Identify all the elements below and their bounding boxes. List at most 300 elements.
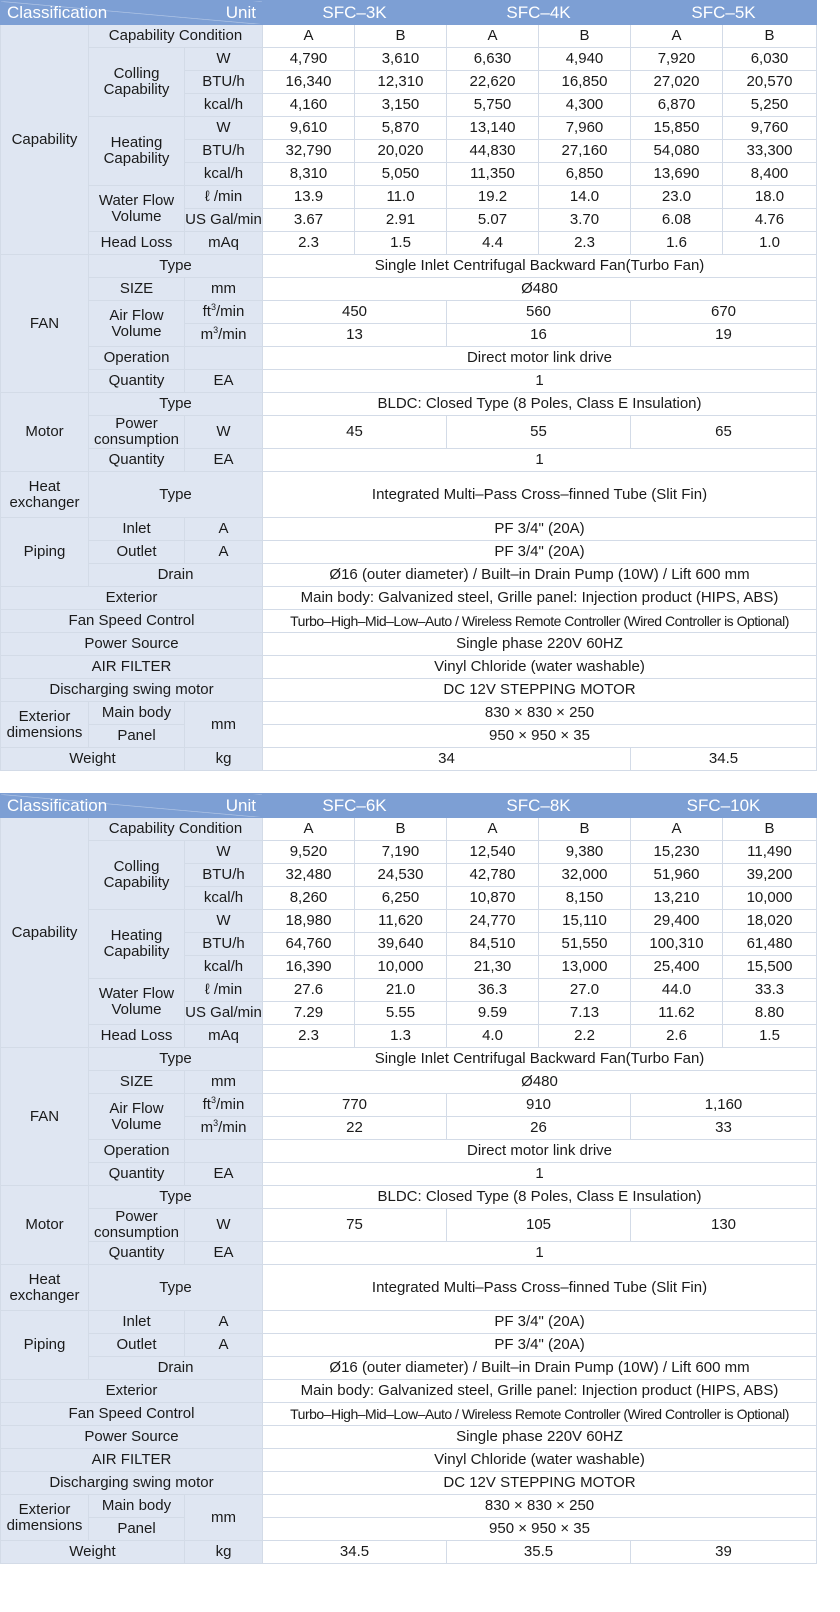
cell: 13,210 bbox=[631, 887, 723, 910]
cell: 560 bbox=[447, 301, 631, 324]
heat-exchanger-label: Heat exchanger bbox=[1, 472, 89, 518]
cell: 105 bbox=[447, 1209, 631, 1242]
cell: 7,960 bbox=[539, 117, 631, 140]
table-row bbox=[1, 1403, 817, 1426]
cell: A bbox=[447, 818, 539, 841]
cell: 34.5 bbox=[631, 748, 817, 771]
unit-cell: mAq bbox=[185, 1025, 263, 1048]
cooling-capability-label: Colling Capability bbox=[89, 48, 185, 117]
table-row bbox=[1, 1265, 817, 1311]
cell: 64,760 bbox=[263, 933, 355, 956]
cell: BLDC: Closed Type (8 Poles, Class E Insulation) bbox=[263, 393, 817, 416]
cell: 32,790 bbox=[263, 140, 355, 163]
cell: A bbox=[263, 818, 355, 841]
type-label: Type bbox=[89, 472, 263, 518]
piping-label: Piping bbox=[1, 518, 89, 587]
cell: 39 bbox=[631, 1541, 817, 1564]
cell: 7.13 bbox=[539, 1002, 631, 1025]
capability-label: Capability bbox=[1, 25, 89, 255]
fan-speed-label: Fan Speed Control bbox=[1, 610, 263, 633]
unit-cell: BTU/h bbox=[185, 71, 263, 94]
superscript: 3 bbox=[210, 302, 216, 312]
cell: 13,690 bbox=[631, 163, 723, 186]
cell: 8.80 bbox=[723, 1002, 817, 1025]
cell: B bbox=[539, 25, 631, 48]
cell: 9,520 bbox=[263, 841, 355, 864]
unit-cell: mm bbox=[185, 278, 263, 301]
spec-table-2 bbox=[0, 793, 817, 1564]
head-loss-label: Head Loss bbox=[89, 232, 185, 255]
unit-cell: mAq bbox=[185, 232, 263, 255]
cell: 18.0 bbox=[723, 186, 817, 209]
cell: 20,570 bbox=[723, 71, 817, 94]
superscript: 3 bbox=[213, 325, 219, 335]
cell: 33.3 bbox=[723, 979, 817, 1002]
table-row bbox=[1, 633, 817, 656]
type-label: Type bbox=[89, 1265, 263, 1311]
table-gap bbox=[0, 771, 840, 793]
classification-unit-header bbox=[1, 1, 263, 25]
cell: 39,200 bbox=[723, 864, 817, 887]
cell: 9,760 bbox=[723, 117, 817, 140]
cell: 1 bbox=[263, 1163, 817, 1186]
cell: 42,780 bbox=[447, 864, 539, 887]
outlet-label: Outlet bbox=[89, 541, 185, 564]
inlet-label: Inlet bbox=[89, 1311, 185, 1334]
cell: 2.6 bbox=[631, 1025, 723, 1048]
capability-condition-row bbox=[1, 25, 817, 48]
table-row bbox=[1, 278, 817, 301]
table-row bbox=[1, 910, 817, 933]
cell: Ø480 bbox=[263, 278, 817, 301]
cell: PF 3/4" (20A) bbox=[263, 518, 817, 541]
classification-label: Classification bbox=[7, 795, 108, 815]
unit-label: Unit bbox=[225, 2, 256, 22]
unit-cell: kg bbox=[185, 748, 263, 771]
cell: 8,260 bbox=[263, 887, 355, 910]
cell: BLDC: Closed Type (8 Poles, Class E Insulation) bbox=[263, 1186, 817, 1209]
cell: 9.59 bbox=[447, 1002, 539, 1025]
cell: Single Inlet Centrifugal Backward Fan(Turbo Fan) bbox=[263, 255, 817, 278]
operation-label: Operation bbox=[89, 347, 185, 370]
cell: 14.0 bbox=[539, 186, 631, 209]
unit-text: ft bbox=[202, 1096, 211, 1113]
unit-cell: EA bbox=[185, 449, 263, 472]
cell: 1 bbox=[263, 1242, 817, 1265]
table-row bbox=[1, 1357, 817, 1380]
table-row bbox=[1, 587, 817, 610]
unit-cell: BTU/h bbox=[185, 933, 263, 956]
cell: 5,750 bbox=[447, 94, 539, 117]
cell: Turbo–High–Mid–Low–Auto / Wireless Remote Controller (Wired Controller is Optional) bbox=[263, 1403, 817, 1426]
cell: 29,400 bbox=[631, 910, 723, 933]
panel-label: Panel bbox=[89, 1518, 185, 1541]
cell: 27.6 bbox=[263, 979, 355, 1002]
quantity-label: Quantity bbox=[89, 1163, 185, 1186]
unit-text: /min bbox=[218, 1119, 247, 1136]
table-row bbox=[1, 610, 817, 633]
cell: 1.6 bbox=[631, 232, 723, 255]
unit-text: /min bbox=[218, 326, 247, 343]
table-row bbox=[1, 232, 817, 255]
cell: 1.5 bbox=[723, 1025, 817, 1048]
cell: 18,020 bbox=[723, 910, 817, 933]
cell: 7,920 bbox=[631, 48, 723, 71]
table-row bbox=[1, 370, 817, 393]
cell: 51,550 bbox=[539, 933, 631, 956]
cell: Main body: Galvanized steel, Grille panel: Injection product (HIPS, ABS) bbox=[263, 1380, 817, 1403]
cell: 4.76 bbox=[723, 209, 817, 232]
fan-label: FAN bbox=[1, 1048, 89, 1186]
cell: 1 bbox=[263, 370, 817, 393]
cell: 27,160 bbox=[539, 140, 631, 163]
unit-cell: W bbox=[185, 117, 263, 140]
capability-condition-row bbox=[1, 818, 817, 841]
cell: 450 bbox=[263, 301, 447, 324]
inlet-label: Inlet bbox=[89, 518, 185, 541]
cell: 3,610 bbox=[355, 48, 447, 71]
cell: 15,500 bbox=[723, 956, 817, 979]
unit-cell: W bbox=[185, 48, 263, 71]
cell: 8,400 bbox=[723, 163, 817, 186]
exterior-dimensions-label: Exterior dimensions bbox=[1, 702, 89, 748]
cell: 22,620 bbox=[447, 71, 539, 94]
table-row bbox=[1, 1449, 817, 1472]
table-row bbox=[1, 656, 817, 679]
cell: 26 bbox=[447, 1117, 631, 1140]
table-row bbox=[1, 1541, 817, 1564]
cell: 44.0 bbox=[631, 979, 723, 1002]
header-row bbox=[1, 1, 817, 25]
cell: Ø16 (outer diameter) / Built–in Drain Pump (10W) / Lift 600 mm bbox=[263, 1357, 817, 1380]
cell: 32,000 bbox=[539, 864, 631, 887]
cell: 2.91 bbox=[355, 209, 447, 232]
cell: Ø480 bbox=[263, 1071, 817, 1094]
cell: 5,870 bbox=[355, 117, 447, 140]
cell: A bbox=[631, 818, 723, 841]
cell: 4,790 bbox=[263, 48, 355, 71]
cell: 12,310 bbox=[355, 71, 447, 94]
unit-text: ft bbox=[202, 303, 211, 320]
unit-cell bbox=[185, 347, 263, 370]
cell: 910 bbox=[447, 1094, 631, 1117]
cell: 61,480 bbox=[723, 933, 817, 956]
classification-label: Classification bbox=[7, 2, 108, 22]
table-row bbox=[1, 1311, 817, 1334]
table-row bbox=[1, 679, 817, 702]
table-row bbox=[1, 416, 817, 449]
quantity-label: Quantity bbox=[89, 370, 185, 393]
cell: 3.70 bbox=[539, 209, 631, 232]
table-row bbox=[1, 347, 817, 370]
cell: 20,020 bbox=[355, 140, 447, 163]
type-label: Type bbox=[89, 255, 263, 278]
cell: 5,050 bbox=[355, 163, 447, 186]
table-row bbox=[1, 1048, 817, 1071]
model-header: SFC–10K bbox=[631, 794, 817, 818]
table-row bbox=[1, 393, 817, 416]
table-row bbox=[1, 841, 817, 864]
water-flow-label: Water Flow Volume bbox=[89, 186, 185, 232]
classification-unit-header bbox=[1, 794, 263, 818]
unit-cell: mm bbox=[185, 702, 263, 748]
cell: 4,160 bbox=[263, 94, 355, 117]
heating-capability-label: Heating Capability bbox=[89, 910, 185, 979]
unit-cell: W bbox=[185, 841, 263, 864]
capability-label: Capability bbox=[1, 818, 89, 1048]
cell: PF 3/4" (20A) bbox=[263, 1334, 817, 1357]
cell: 9,380 bbox=[539, 841, 631, 864]
cell: 16,390 bbox=[263, 956, 355, 979]
unit-cell: A bbox=[185, 518, 263, 541]
unit-cell: ℓ /min bbox=[185, 979, 263, 1002]
cell: 3,150 bbox=[355, 94, 447, 117]
heat-exchanger-label: Heat exchanger bbox=[1, 1265, 89, 1311]
table-row bbox=[1, 1380, 817, 1403]
cell: 32,480 bbox=[263, 864, 355, 887]
cell: Vinyl Chloride (water washable) bbox=[263, 1449, 817, 1472]
cell: 100,310 bbox=[631, 933, 723, 956]
unit-cell: A bbox=[185, 1311, 263, 1334]
cell: 13,140 bbox=[447, 117, 539, 140]
piping-label: Piping bbox=[1, 1311, 89, 1380]
cell: 11,490 bbox=[723, 841, 817, 864]
cell: B bbox=[539, 818, 631, 841]
cell: 7.29 bbox=[263, 1002, 355, 1025]
cell: A bbox=[631, 25, 723, 48]
exterior-label: Exterior bbox=[1, 1380, 263, 1403]
cell: Single Inlet Centrifugal Backward Fan(Turbo Fan) bbox=[263, 1048, 817, 1071]
cell: DC 12V STEPPING MOTOR bbox=[263, 1472, 817, 1495]
cell: 8,310 bbox=[263, 163, 355, 186]
cell: 25,400 bbox=[631, 956, 723, 979]
cell: 21,30 bbox=[447, 956, 539, 979]
table-row bbox=[1, 1518, 817, 1541]
cell: 15,110 bbox=[539, 910, 631, 933]
cell: 6,250 bbox=[355, 887, 447, 910]
cell: 13,000 bbox=[539, 956, 631, 979]
cell: 5.07 bbox=[447, 209, 539, 232]
table-row bbox=[1, 1495, 817, 1518]
power-source-label: Power Source bbox=[1, 1426, 263, 1449]
power-consumption-label: Power consumption bbox=[89, 1209, 185, 1242]
model-header: SFC–6K bbox=[263, 794, 447, 818]
unit-cell: mm bbox=[185, 1071, 263, 1094]
cell: 15,230 bbox=[631, 841, 723, 864]
cell: 33,300 bbox=[723, 140, 817, 163]
cell: 18,980 bbox=[263, 910, 355, 933]
unit-cell: BTU/h bbox=[185, 140, 263, 163]
unit-text: m bbox=[200, 1119, 214, 1136]
power-source-label: Power Source bbox=[1, 633, 263, 656]
table-row bbox=[1, 301, 817, 324]
cell: 5.55 bbox=[355, 1002, 447, 1025]
unit-cell: kcal/h bbox=[185, 956, 263, 979]
cell: 1,160 bbox=[631, 1094, 817, 1117]
cell: 75 bbox=[263, 1209, 447, 1242]
main-body-label: Main body bbox=[89, 1495, 185, 1518]
header-row bbox=[1, 794, 817, 818]
cell: 16 bbox=[447, 324, 631, 347]
model-header: SFC–3K bbox=[263, 1, 447, 25]
cell: B bbox=[355, 25, 447, 48]
unit-cell: BTU/h bbox=[185, 864, 263, 887]
cell: 12,540 bbox=[447, 841, 539, 864]
cell: 670 bbox=[631, 301, 817, 324]
cell: 11.62 bbox=[631, 1002, 723, 1025]
main-body-label: Main body bbox=[89, 702, 185, 725]
cell: 11,350 bbox=[447, 163, 539, 186]
superscript: 3 bbox=[213, 1118, 219, 1128]
unit-cell: US Gal/min bbox=[185, 1002, 263, 1025]
cell: 13.9 bbox=[263, 186, 355, 209]
spec-table-1 bbox=[0, 0, 817, 771]
cell: 4.0 bbox=[447, 1025, 539, 1048]
cell: 10,000 bbox=[723, 887, 817, 910]
drain-label: Drain bbox=[89, 1357, 263, 1380]
table-row bbox=[1, 1242, 817, 1265]
cell: 54,080 bbox=[631, 140, 723, 163]
cooling-capability-label: Colling Capability bbox=[89, 841, 185, 910]
cell: 9,610 bbox=[263, 117, 355, 140]
table-row bbox=[1, 1186, 817, 1209]
cell: Integrated Multi–Pass Cross–finned Tube (Slit Fin) bbox=[263, 472, 817, 518]
cell: B bbox=[723, 818, 817, 841]
fan-label: FAN bbox=[1, 255, 89, 393]
unit-cell: A bbox=[185, 541, 263, 564]
unit-cell: W bbox=[185, 910, 263, 933]
cell: 10,870 bbox=[447, 887, 539, 910]
cell: 23.0 bbox=[631, 186, 723, 209]
cell: B bbox=[355, 818, 447, 841]
cell: 2.3 bbox=[263, 1025, 355, 1048]
cell: 24,770 bbox=[447, 910, 539, 933]
swing-motor-label: Discharging swing motor bbox=[1, 1472, 263, 1495]
capability-condition-label: Capability Condition bbox=[89, 25, 263, 48]
unit-cell bbox=[185, 1117, 263, 1140]
cell: 11.0 bbox=[355, 186, 447, 209]
capability-condition-label: Capability Condition bbox=[89, 818, 263, 841]
table-row bbox=[1, 1472, 817, 1495]
cell: DC 12V STEPPING MOTOR bbox=[263, 679, 817, 702]
cell: 13 bbox=[263, 324, 447, 347]
superscript: 3 bbox=[210, 1095, 216, 1105]
cell: 45 bbox=[263, 416, 447, 449]
table-row bbox=[1, 186, 817, 209]
weight-label: Weight bbox=[1, 1541, 185, 1564]
cell: 11,620 bbox=[355, 910, 447, 933]
panel-label: Panel bbox=[89, 725, 185, 748]
cell: 1.5 bbox=[355, 232, 447, 255]
cell: Main body: Galvanized steel, Grille panel: Injection product (HIPS, ABS) bbox=[263, 587, 817, 610]
cell: 8,150 bbox=[539, 887, 631, 910]
cell: 35.5 bbox=[447, 1541, 631, 1564]
cell: 84,510 bbox=[447, 933, 539, 956]
unit-cell: EA bbox=[185, 370, 263, 393]
table-row bbox=[1, 48, 817, 71]
cell: 44,830 bbox=[447, 140, 539, 163]
cell: 1.0 bbox=[723, 232, 817, 255]
cell: 22 bbox=[263, 1117, 447, 1140]
outlet-label: Outlet bbox=[89, 1334, 185, 1357]
cell: 15,850 bbox=[631, 117, 723, 140]
size-label: SIZE bbox=[89, 278, 185, 301]
cell: 4,300 bbox=[539, 94, 631, 117]
table-row bbox=[1, 1209, 817, 1242]
air-filter-label: AIR FILTER bbox=[1, 656, 263, 679]
cell: Turbo–High–Mid–Low–Auto / Wireless Remote Controller (Wired Controller is Optional) bbox=[263, 610, 817, 633]
unit-cell: US Gal/min bbox=[185, 209, 263, 232]
table-row bbox=[1, 1025, 817, 1048]
quantity-label: Quantity bbox=[89, 1242, 185, 1265]
table-row bbox=[1, 518, 817, 541]
table-row bbox=[1, 1426, 817, 1449]
cell: A bbox=[263, 25, 355, 48]
model-header: SFC–5K bbox=[631, 1, 817, 25]
operation-label: Operation bbox=[89, 1140, 185, 1163]
table-row bbox=[1, 702, 817, 725]
unit-cell bbox=[185, 301, 263, 324]
cell: PF 3/4" (20A) bbox=[263, 541, 817, 564]
table-row bbox=[1, 541, 817, 564]
air-flow-label: Air Flow Volume bbox=[89, 301, 185, 347]
cell: Single phase 220V 60HZ bbox=[263, 633, 817, 656]
unit-cell: kg bbox=[185, 1541, 263, 1564]
power-consumption-label: Power consumption bbox=[89, 416, 185, 449]
air-flow-label: Air Flow Volume bbox=[89, 1094, 185, 1140]
cell: 6,030 bbox=[723, 48, 817, 71]
unit-text: /min bbox=[216, 1096, 245, 1113]
cell: Single phase 220V 60HZ bbox=[263, 1426, 817, 1449]
table-row bbox=[1, 725, 817, 748]
fan-speed-label: Fan Speed Control bbox=[1, 1403, 263, 1426]
cell: 39,640 bbox=[355, 933, 447, 956]
cell: 10,000 bbox=[355, 956, 447, 979]
cell: Ø16 (outer diameter) / Built–in Drain Pump (10W) / Lift 600 mm bbox=[263, 564, 817, 587]
table-row bbox=[1, 1334, 817, 1357]
table-row bbox=[1, 748, 817, 771]
cell: 16,850 bbox=[539, 71, 631, 94]
cell: 6,870 bbox=[631, 94, 723, 117]
cell: 27.0 bbox=[539, 979, 631, 1002]
cell: Integrated Multi–Pass Cross–finned Tube (Slit Fin) bbox=[263, 1265, 817, 1311]
unit-cell bbox=[185, 1140, 263, 1163]
unit-cell: mm bbox=[185, 1495, 263, 1541]
cell: 830 × 830 × 250 bbox=[263, 702, 817, 725]
cell: 1.3 bbox=[355, 1025, 447, 1048]
unit-cell bbox=[185, 1094, 263, 1117]
cell: A bbox=[447, 25, 539, 48]
cell: 27,020 bbox=[631, 71, 723, 94]
cell: 2.2 bbox=[539, 1025, 631, 1048]
motor-label: Motor bbox=[1, 1186, 89, 1265]
water-flow-label: Water Flow Volume bbox=[89, 979, 185, 1025]
unit-cell bbox=[185, 324, 263, 347]
table-row bbox=[1, 1140, 817, 1163]
quantity-label: Quantity bbox=[89, 449, 185, 472]
heating-capability-label: Heating Capability bbox=[89, 117, 185, 186]
unit-cell: kcal/h bbox=[185, 94, 263, 117]
cell: 36.3 bbox=[447, 979, 539, 1002]
unit-label: Unit bbox=[225, 795, 256, 815]
cell: 4.4 bbox=[447, 232, 539, 255]
model-header: SFC–4K bbox=[447, 1, 631, 25]
cell: Vinyl Chloride (water washable) bbox=[263, 656, 817, 679]
table-row bbox=[1, 472, 817, 518]
cell: 34.5 bbox=[263, 1541, 447, 1564]
cell: 24,530 bbox=[355, 864, 447, 887]
model-header: SFC–8K bbox=[447, 794, 631, 818]
